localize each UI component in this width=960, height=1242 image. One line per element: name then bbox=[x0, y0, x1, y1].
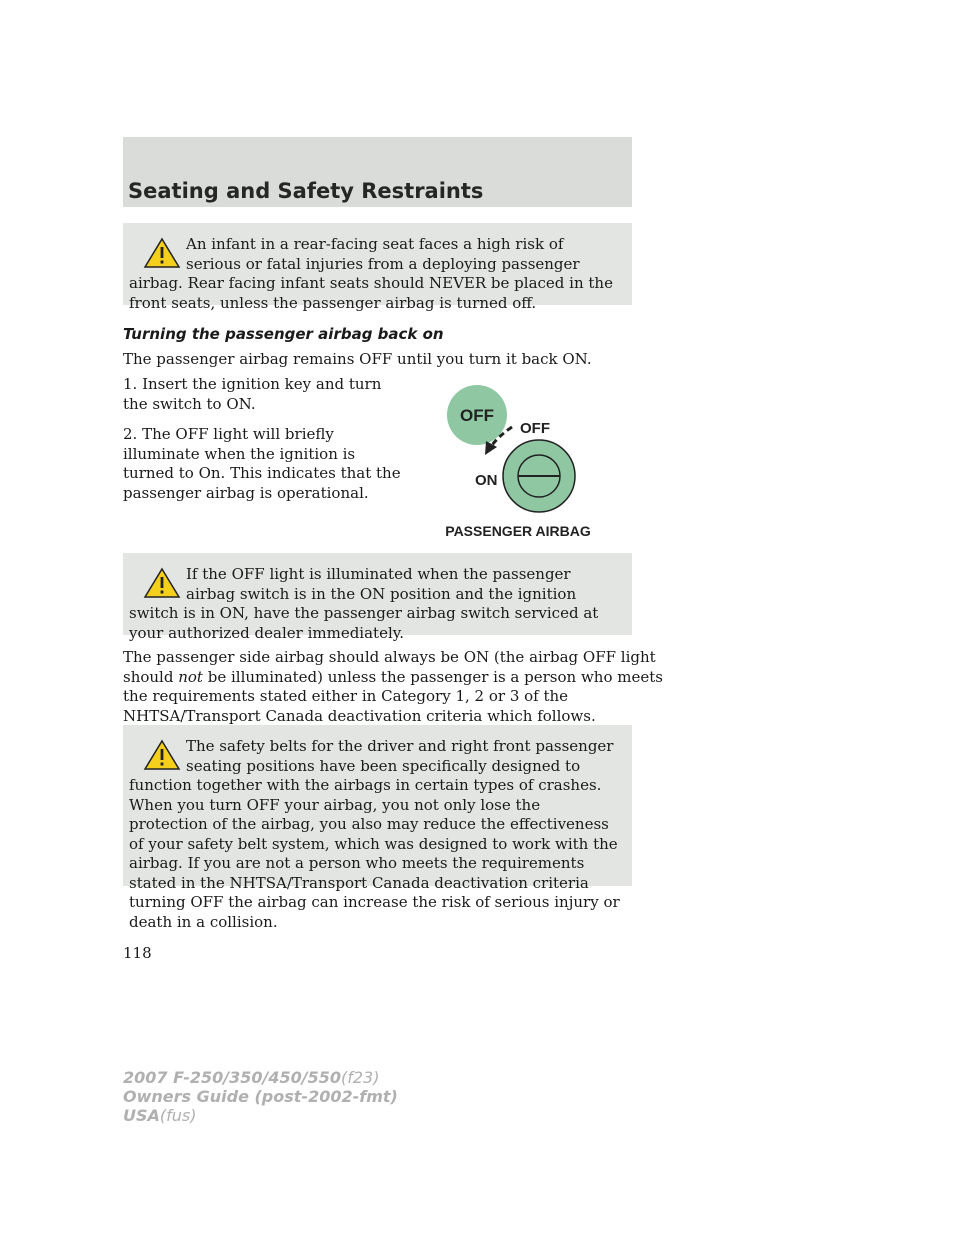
section-title: Seating and Safety Restraints bbox=[128, 179, 484, 203]
subsection-heading: Turning the passenger airbag back on bbox=[123, 325, 444, 343]
paragraph-line-1: The passenger side airbag should always be ON (the airbag OFF light bbox=[123, 648, 656, 666]
warning-box-safety-belts bbox=[123, 725, 632, 931]
page-number: 118 bbox=[123, 944, 152, 962]
step-2-line-3: turned to On. This indicates that the bbox=[123, 464, 401, 482]
warning-text: The safety belts for the driver and right front passenger seating positions have been specifically designed to function together with the airbags in certain types of crashes. When you turn OFF your airbag, you not only lose the protection of the airbag, you also may reduce the effectiveness of your safety belt system, which was designed to work with the airbag. If you are not a person who meets the requirements stated in the NHTSA/Transport Canada deactivation criteria turning OFF the airbag can increase the risk of serious injury or death in a collision. bbox=[129, 737, 620, 931]
footer-region-code: (fus) bbox=[159, 1106, 197, 1125]
intro-paragraph: The passenger airbag remains OFF until you turn it back ON. bbox=[123, 350, 592, 368]
passenger-airbag-switch-figure bbox=[432, 385, 632, 545]
step-2 bbox=[123, 425, 401, 503]
footer-model-code: (f23) bbox=[341, 1068, 380, 1087]
switch-on-label: ON bbox=[475, 472, 498, 489]
step-1 bbox=[123, 375, 381, 414]
off-light-label: OFF bbox=[460, 406, 494, 425]
document-footer bbox=[123, 1068, 398, 1125]
switch-off-label: OFF bbox=[520, 420, 550, 437]
step-2-line-2: illuminate when the ignition is bbox=[123, 444, 356, 463]
paragraph-line-2-post: be illuminated) unless the passenger is a person who meets bbox=[202, 667, 663, 686]
warning-triangle-icon bbox=[143, 567, 181, 599]
deactivation-paragraph bbox=[123, 648, 663, 726]
warning-box-off-light bbox=[123, 553, 632, 642]
step-2-line-1: 2. The OFF light will briefly bbox=[123, 425, 334, 443]
paragraph-line-4: NHTSA/Transport Canada deactivation criteria which follows. bbox=[123, 706, 596, 725]
warning-triangle-icon bbox=[143, 237, 181, 269]
paragraph-emphasis: not bbox=[178, 667, 203, 686]
warning-box-infant bbox=[123, 223, 632, 312]
warning-triangle-icon bbox=[143, 739, 181, 771]
step-1-line-2: the switch to ON. bbox=[123, 394, 256, 413]
figure-caption: PASSENGER AIRBAG bbox=[445, 523, 591, 539]
footer-region: USA bbox=[123, 1106, 160, 1125]
step-2-line-4: passenger airbag is operational. bbox=[123, 483, 369, 502]
step-1-line-1: 1. Insert the ignition key and turn bbox=[123, 375, 382, 393]
footer-model: 2007 F-250/350/450/550 bbox=[123, 1068, 341, 1087]
paragraph-line-3: the requirements stated either in Category 1, 2 or 3 of the bbox=[123, 687, 569, 705]
warning-text: An infant in a rear-facing seat faces a high risk of serious or fatal injuries from a deploying passenger airbag. Rear facing infant seats should NEVER be placed in the front seats, unless the passenger airbag is turned off. bbox=[129, 235, 613, 312]
footer-guide: Owners Guide (post-2002-fmt) bbox=[123, 1087, 398, 1106]
warning-text: If the OFF light is illuminated when the passenger airbag switch is in the ON position and the ignition switch is in ON, have the passenger airbag switch serviced at your authorized dealer immediately. bbox=[129, 565, 599, 642]
paragraph-line-2-pre: should bbox=[123, 667, 179, 686]
